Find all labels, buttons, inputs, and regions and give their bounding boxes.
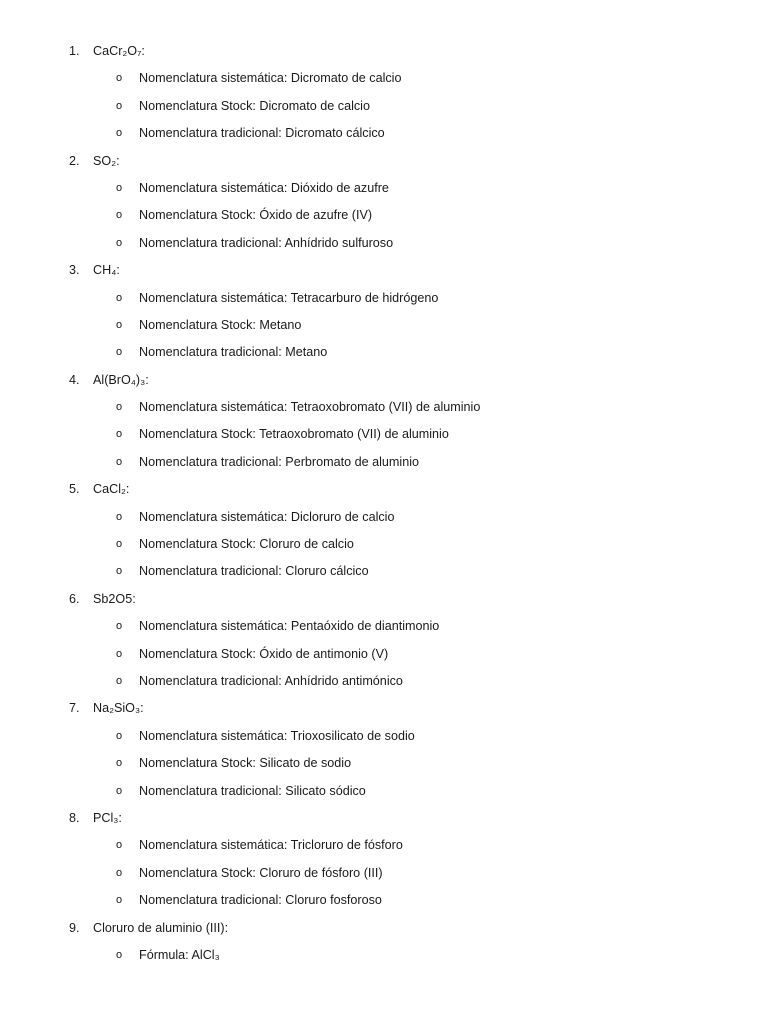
sub-list-item	[0, 750, 768, 777]
sub-item-text: Nomenclatura sistemática: Trioxosilicato de sodio	[139, 728, 415, 743]
item-number: 3.	[69, 263, 80, 278]
sub-list-item	[0, 339, 768, 366]
sub-list	[0, 504, 768, 586]
sub-list	[0, 942, 768, 969]
sub-list-item	[0, 778, 768, 805]
list-item-heading	[0, 257, 768, 284]
compound-list	[0, 38, 768, 969]
sub-list-item	[0, 887, 768, 914]
item-title: CH₄:	[93, 263, 120, 278]
sub-item-text: Nomenclatura Stock: Metano	[139, 317, 302, 332]
item-title: CaCr₂O₇:	[93, 44, 145, 58]
sub-list-item	[0, 93, 768, 120]
item-number: 6.	[69, 591, 80, 606]
sub-item-text: Nomenclatura tradicional: Silicato sódico	[139, 783, 366, 798]
list-item-heading	[0, 805, 768, 832]
circle-bullet-icon: o	[116, 565, 123, 578]
circle-bullet-icon: o	[116, 647, 123, 660]
item-title: Sb2O5:	[93, 591, 136, 606]
sub-item-text: Nomenclatura tradicional: Anhídrido sulfuroso	[139, 235, 394, 250]
sub-list-item	[0, 832, 768, 859]
circle-bullet-icon: o	[116, 401, 123, 414]
sub-list-item	[0, 558, 768, 585]
sub-list-item	[0, 449, 768, 476]
sub-item-text: Nomenclatura tradicional: Metano	[139, 345, 328, 360]
sub-list-item	[0, 120, 768, 147]
circle-bullet-icon: o	[116, 784, 123, 797]
list-item	[0, 148, 768, 258]
item-number: 9.	[69, 920, 80, 935]
sub-list-item	[0, 860, 768, 887]
item-number: 8.	[69, 810, 80, 825]
sub-item-text: Nomenclatura Stock: Óxido de azufre (IV)	[139, 208, 373, 223]
item-title: Al(BrO₄)₃:	[93, 372, 149, 387]
sub-item-text: Nomenclatura tradicional: Cloruro cálcico	[139, 564, 369, 579]
sub-item-text: Nomenclatura Stock: Cloruro de fósforo (III)	[139, 865, 383, 880]
item-title: CaCl₂:	[93, 482, 130, 497]
circle-bullet-icon: o	[116, 674, 123, 687]
list-item-heading	[0, 476, 768, 503]
sub-list-item	[0, 312, 768, 339]
list-item-heading	[0, 148, 768, 175]
circle-bullet-icon: o	[116, 181, 123, 194]
sub-item-text: Nomenclatura sistemática: Dicloruro de calcio	[139, 509, 395, 524]
sub-list-item	[0, 641, 768, 668]
sub-list	[0, 832, 768, 914]
sub-list-item	[0, 65, 768, 92]
sub-list-item	[0, 668, 768, 695]
item-number: 7.	[69, 701, 80, 716]
item-title: Na₂SiO₃:	[93, 701, 144, 716]
item-title: PCl₃:	[93, 810, 122, 825]
circle-bullet-icon: o	[116, 538, 123, 551]
sub-item-text: Nomenclatura sistemática: Tetracarburo de hidrógeno	[139, 290, 439, 305]
circle-bullet-icon: o	[116, 428, 123, 441]
sub-list-item	[0, 942, 768, 969]
list-item	[0, 586, 768, 696]
circle-bullet-icon: o	[116, 127, 123, 140]
list-item-heading	[0, 38, 768, 65]
circle-bullet-icon: o	[116, 839, 123, 852]
sub-item-text: Nomenclatura Stock: Cloruro de calcio	[139, 537, 354, 552]
circle-bullet-icon: o	[116, 455, 123, 468]
sub-list	[0, 175, 768, 257]
sub-list-item	[0, 394, 768, 421]
sub-list-item	[0, 531, 768, 558]
item-title: SO₂:	[93, 153, 120, 168]
circle-bullet-icon: o	[116, 620, 123, 633]
circle-bullet-icon: o	[116, 866, 123, 879]
item-number: 1.	[69, 44, 80, 58]
sub-item-text: Nomenclatura sistemática: Pentaóxido de diantimonio	[139, 619, 440, 634]
sub-item-text: Nomenclatura sistemática: Tetraoxobromato (VII) de aluminio	[139, 400, 481, 415]
circle-bullet-icon: o	[116, 948, 123, 961]
circle-bullet-icon: o	[116, 346, 123, 359]
list-item	[0, 805, 768, 915]
circle-bullet-icon: o	[116, 729, 123, 742]
item-title: Cloruro de aluminio (III):	[93, 920, 229, 935]
list-item-heading	[0, 695, 768, 722]
sub-item-text: Nomenclatura Stock: Óxido de antimonio (V)	[139, 646, 389, 661]
list-item-heading	[0, 915, 768, 942]
sub-item-text: Nomenclatura sistemática: Tricloruro de fósforo	[139, 838, 403, 853]
list-item	[0, 476, 768, 586]
sub-list	[0, 613, 768, 695]
sub-list-item	[0, 723, 768, 750]
circle-bullet-icon: o	[116, 291, 123, 304]
list-item	[0, 367, 768, 477]
sub-list	[0, 394, 768, 476]
list-item	[0, 257, 768, 367]
sub-item-text: Nomenclatura Stock: Dicromato de calcio	[139, 98, 370, 113]
sub-list-item	[0, 202, 768, 229]
sub-item-text: Nomenclatura Stock: Silicato de sodio	[139, 756, 352, 771]
item-number: 2.	[69, 153, 80, 168]
circle-bullet-icon: o	[116, 318, 123, 331]
circle-bullet-icon: o	[116, 894, 123, 907]
sub-item-text: Nomenclatura tradicional: Perbromato de aluminio	[139, 454, 420, 469]
sub-list-item	[0, 613, 768, 640]
list-item-heading	[0, 367, 768, 394]
list-item	[0, 38, 768, 148]
sub-list-item	[0, 504, 768, 531]
sub-item-text: Nomenclatura tradicional: Anhídrido antimónico	[139, 673, 403, 688]
sub-item-text: Nomenclatura sistemática: Dióxido de azufre	[139, 180, 389, 195]
sub-list	[0, 285, 768, 367]
sub-list-item	[0, 230, 768, 257]
sub-list	[0, 65, 768, 147]
sub-item-text: Nomenclatura tradicional: Dicromato cálcico	[139, 126, 385, 141]
sub-item-text: Fórmula: AlCl₃	[139, 947, 220, 962]
sub-item-text: Nomenclatura Stock: Tetraoxobromato (VII) de aluminio	[139, 427, 449, 442]
sub-item-text: Nomenclatura tradicional: Cloruro fosforoso	[139, 893, 382, 908]
sub-list-item	[0, 421, 768, 448]
sub-list	[0, 723, 768, 805]
sub-item-text: Nomenclatura sistemática: Dicromato de calcio	[139, 71, 402, 86]
list-item-heading	[0, 586, 768, 613]
circle-bullet-icon: o	[116, 510, 123, 523]
item-number: 4.	[69, 372, 80, 387]
circle-bullet-icon: o	[116, 757, 123, 770]
list-item	[0, 915, 768, 970]
circle-bullet-icon: o	[116, 236, 123, 249]
circle-bullet-icon: o	[116, 99, 123, 112]
sub-list-item	[0, 175, 768, 202]
sub-list-item	[0, 285, 768, 312]
item-number: 5.	[69, 482, 80, 497]
circle-bullet-icon: o	[116, 209, 123, 222]
circle-bullet-icon: o	[116, 72, 123, 85]
list-item	[0, 695, 768, 805]
